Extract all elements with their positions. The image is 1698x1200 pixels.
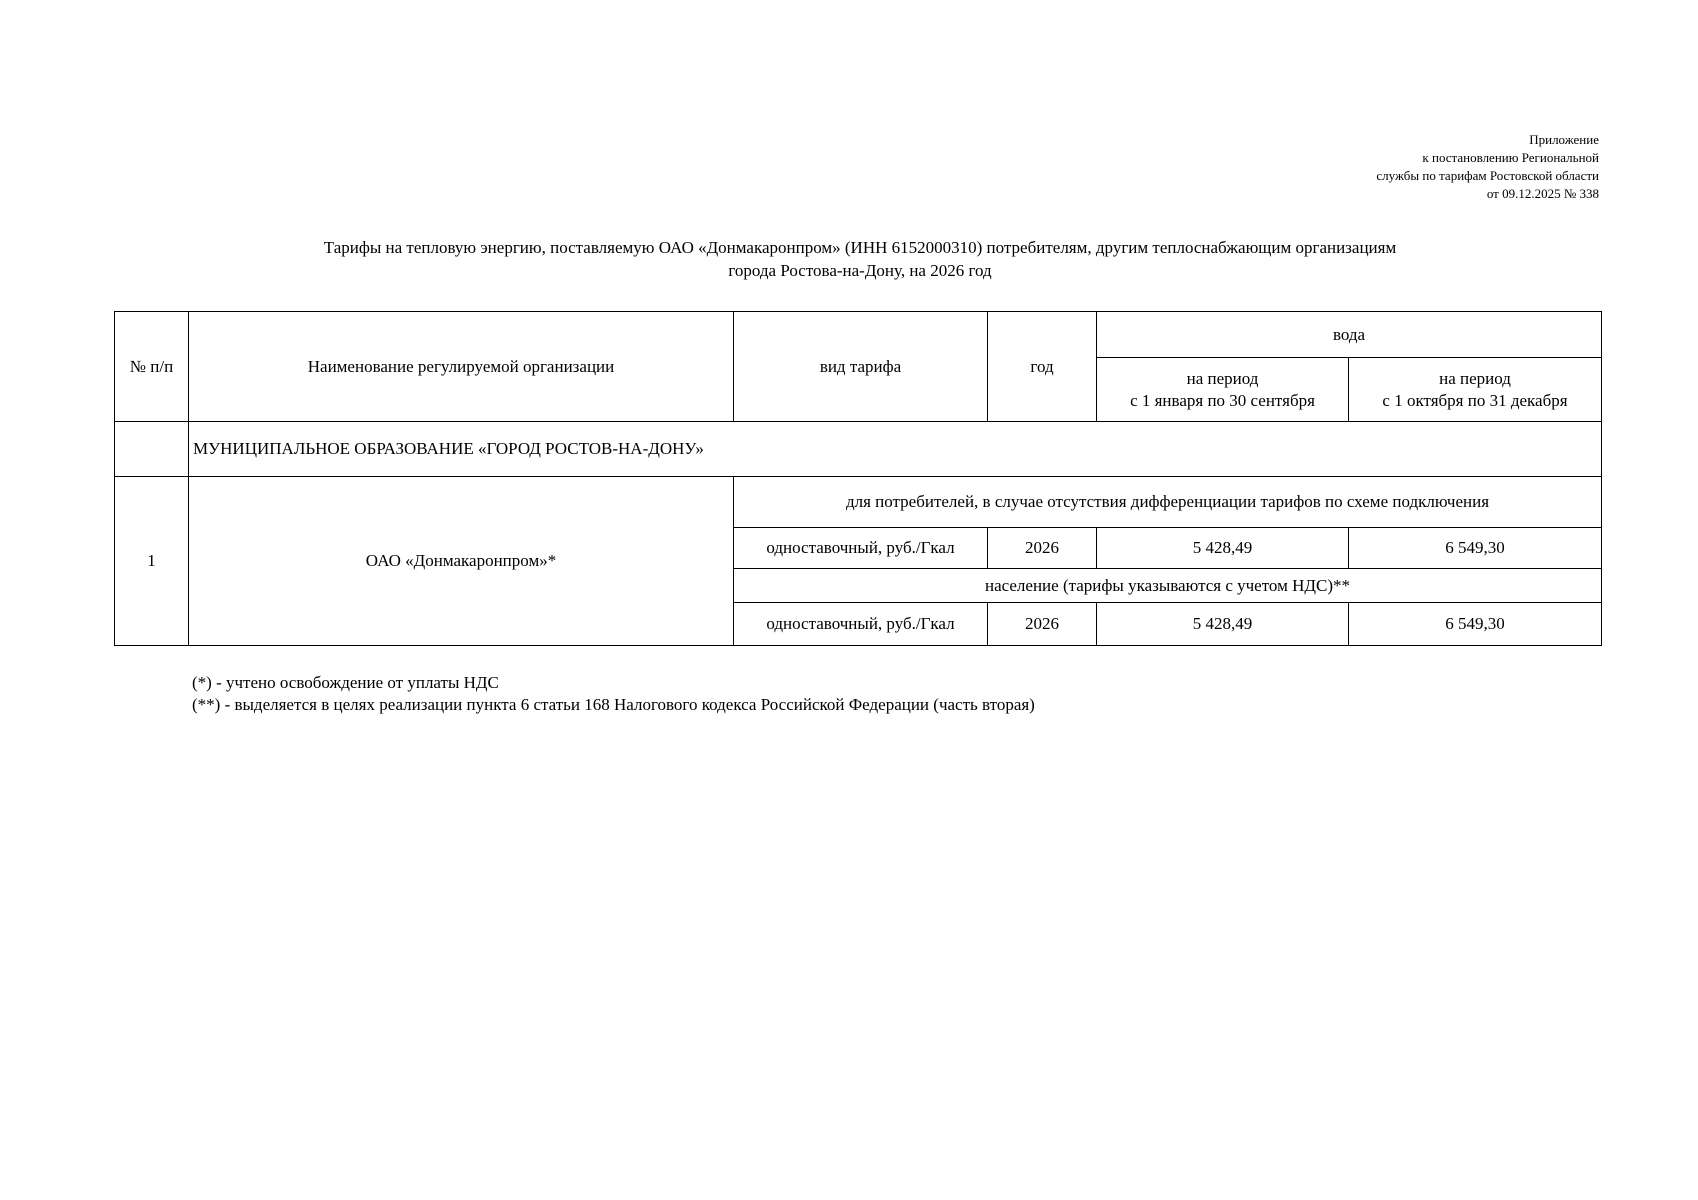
year-cell: 2026 bbox=[988, 528, 1097, 569]
footnote-2: (**) - выделяется в целях реализации пункта 6 статьи 168 Налогового кодекса Российской Федерации (часть вторая) bbox=[192, 695, 1035, 714]
header-period-1 bbox=[1097, 358, 1349, 422]
period-1-value: 5 428,49 bbox=[1097, 528, 1349, 569]
title-line-2: города Ростова-на-Дону, на 2026 год bbox=[728, 261, 992, 280]
appendix-header bbox=[1376, 131, 1599, 203]
footnote-1: (*) - учтено освобождение от уплаты НДС bbox=[192, 673, 499, 692]
tariff-type-cell: одноставочный, руб./Гкал bbox=[734, 528, 988, 569]
header-tariff-type: вид тарифа bbox=[734, 312, 988, 422]
municipality-number-cell bbox=[115, 422, 189, 477]
header-year: год bbox=[988, 312, 1097, 422]
year-cell: 2026 bbox=[988, 603, 1097, 646]
header-water: вода bbox=[1097, 312, 1602, 358]
table-row bbox=[115, 477, 1602, 528]
header-period-2 bbox=[1349, 358, 1602, 422]
footnotes bbox=[192, 672, 1035, 716]
section-population: население (тарифы указываются с учетом НДС)** bbox=[734, 569, 1602, 603]
header-number: № п/п bbox=[115, 312, 189, 422]
header-period-1-line-1: на период bbox=[1186, 368, 1259, 388]
appendix-line-2: к постановлению Региональной bbox=[1422, 150, 1599, 165]
row-org-name: ОАО «Донмакаронпром»* bbox=[189, 477, 734, 646]
row-number: 1 bbox=[115, 477, 189, 646]
title-line-1: Тарифы на тепловую энергию, поставляемую ОАО «Донмакаронпром» (ИНН 6152000310) потребителям, другим теплоснабжающим организациям bbox=[323, 238, 1397, 257]
header-org-name: Наименование регулируемой организации bbox=[189, 312, 734, 422]
appendix-line-4: от 09.12.2025 № 338 bbox=[1486, 186, 1599, 201]
period-1-value: 5 428,49 bbox=[1097, 603, 1349, 646]
document-title bbox=[0, 236, 1698, 282]
municipality-name: МУНИЦИПАЛЬНОЕ ОБРАЗОВАНИЕ «ГОРОД РОСТОВ-НА-ДОНУ» bbox=[189, 422, 1602, 477]
period-2-value: 6 549,30 bbox=[1349, 603, 1602, 646]
appendix-line-1: Приложение bbox=[1529, 132, 1599, 147]
header-period-2-line-1: на период bbox=[1439, 368, 1511, 388]
section-consumers: для потребителей, в случае отсутствия дифференциации тарифов по схеме подключения bbox=[734, 477, 1602, 528]
tariff-type-cell: одноставочный, руб./Гкал bbox=[734, 603, 988, 646]
appendix-line-3: службы по тарифам Ростовской области bbox=[1376, 168, 1599, 183]
municipality-row bbox=[115, 422, 1602, 477]
header-row-1 bbox=[115, 312, 1602, 358]
tariffs-table bbox=[114, 311, 1602, 646]
header-period-2-line-2: с 1 октября по 31 декабря bbox=[1382, 390, 1568, 410]
period-2-value: 6 549,30 bbox=[1349, 528, 1602, 569]
header-period-1-line-2: с 1 января по 30 сентября bbox=[1130, 390, 1315, 410]
